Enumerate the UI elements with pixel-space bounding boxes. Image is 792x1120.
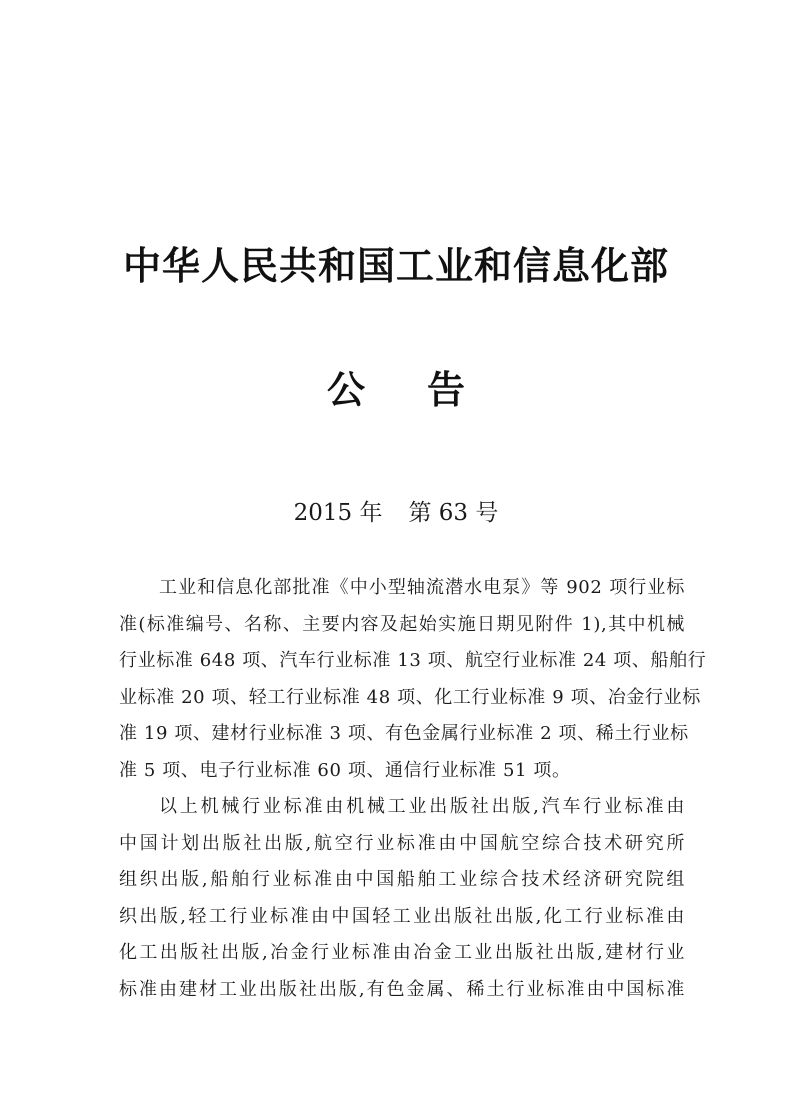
paragraph-1-line-2: 准(标准编号、名称、主要内容及起始实施日期见附件 1),其中机械 [119,613,685,635]
paragraph-1-line-1: 工业和信息化部批准《中小型轴流潜水电泵》等 902 项行业标 [159,577,685,598]
notice-char-gong: 公 [326,368,365,412]
paragraph-2-line-3: 组织出版,船舶行业标准由中国船舶工业综合技术经济研究院组 [119,869,685,890]
paragraph-2-line-1: 以上机械行业标准由机械工业出版社出版,汽车行业标准由 [159,796,685,817]
paragraph-1-line-4: 业标准 20 项、轻工行业标准 48 项、化工行业标准 9 项、冶金行业标 [119,686,701,708]
issue-number-suffix: 号 [475,500,499,526]
issue-year: 2015 [293,500,353,526]
paragraph-1-line-5: 准 19 项、建材行业标准 3 项、有色金属行业标准 2 项、稀土行业标 [119,723,689,744]
issue-number [0,496,792,530]
paragraph-2-line-5: 化工出版社出版,冶金行业标准由冶金工业出版社出版,建材行业 [119,942,685,963]
issue-year-suffix: 年 [359,500,383,526]
paragraph-2-line-4: 织出版,轻工行业标准由中国轻工业出版社出版,化工行业标准由 [119,905,685,927]
paragraph-1-line-3: 行业标准 648 项、汽车行业标准 13 项、航空行业标准 24 项、船舶行 [119,650,707,671]
notice-char-gao: 告 [427,368,466,412]
paragraph-1-line-6: 准 5 项、电子行业标准 60 项、通信行业标准 51 项。 [119,759,571,781]
body-text [119,570,707,1008]
issue-number-value: 63 [438,500,469,526]
ministry-title: 中华人民共和国工业和信息化部 [122,244,669,288]
notice-title [0,362,792,418]
paragraph-2-line-6: 标准由建材工业出版社出版,有色金属、稀土行业标准由中国标准 [119,978,685,1000]
paragraph-2-line-2: 中国计划出版社出版,航空行业标准由中国航空综合技术研究所 [119,832,685,854]
issue-number-prefix: 第 [408,500,432,526]
